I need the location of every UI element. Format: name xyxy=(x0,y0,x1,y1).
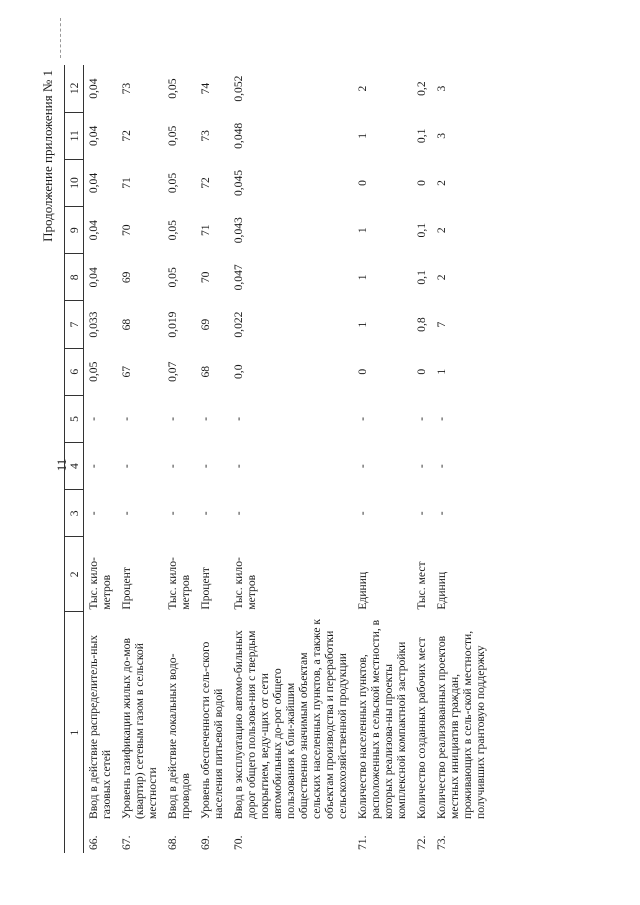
column-header: 11 xyxy=(65,112,84,159)
value-cell: 0,04 xyxy=(87,125,100,146)
value-cell: 0,04 xyxy=(87,267,100,288)
column-header: 2 xyxy=(65,537,84,612)
row-number: 69. xyxy=(199,835,212,850)
table-row xyxy=(432,65,491,853)
value-cell: 0,1 xyxy=(415,270,428,285)
value-cell: 1 xyxy=(356,227,369,234)
value-cell: 0,8 xyxy=(415,317,428,332)
value-cell: 71 xyxy=(120,177,133,189)
value-cell: 68 xyxy=(120,318,133,331)
indicator-name: Ввод в действие распределитель-ных газовых сетей xyxy=(87,634,113,819)
column-header: 10 xyxy=(65,159,84,206)
value-cell: 73 xyxy=(199,130,212,142)
value-cell: 0,05 xyxy=(87,361,100,382)
value-cell: - xyxy=(120,464,133,469)
value-cell: 0,043 xyxy=(232,217,245,244)
value-cell: 68 xyxy=(199,365,212,378)
value-cell: 70 xyxy=(199,271,212,284)
row-number: 73. xyxy=(435,835,448,850)
value-cell: 0,033 xyxy=(87,311,100,338)
value-cell: - xyxy=(199,464,212,469)
value-cell: 70 xyxy=(120,224,133,236)
value-cell: 74 xyxy=(199,82,212,95)
table-row xyxy=(196,65,229,853)
value-cell: 0,07 xyxy=(166,361,179,382)
row-number: 66. xyxy=(87,835,100,850)
value-cell: - xyxy=(232,417,245,421)
value-cell: - xyxy=(415,511,428,516)
value-cell: 0,04 xyxy=(87,172,100,194)
value-cell: - xyxy=(87,417,100,421)
indicator-name: Ввод в эксплуатацию автомо-бильных дорог общего пользова-ния с твердым покрытием, веду-щих от сети автомобильных до-рог общего пользования к бли-жайшим общественно значимым объектам сельских населенных пунктов, а также к объектам производства и переработки сельскохозяйственной продукции xyxy=(232,618,349,819)
value-cell: 2 xyxy=(435,180,448,186)
value-cell: - xyxy=(166,417,179,421)
value-cell: 0,2 xyxy=(415,81,428,96)
value-cell: 0,045 xyxy=(232,169,245,197)
value-cell: - xyxy=(166,464,179,469)
indicators-table xyxy=(64,65,491,853)
value-cell: 0,05 xyxy=(166,125,179,146)
value-cell: 0,0 xyxy=(232,364,245,379)
table-row xyxy=(163,65,196,853)
value-cell: 0,022 xyxy=(232,311,245,338)
value-cell: 0,04 xyxy=(87,220,100,241)
value-cell: - xyxy=(120,511,133,516)
value-cell: 71 xyxy=(199,224,212,236)
table-row xyxy=(353,65,412,853)
value-cell: 1 xyxy=(356,132,369,139)
table-row xyxy=(229,65,353,853)
table-header xyxy=(65,65,84,853)
value-cell: 72 xyxy=(120,130,133,142)
value-cell: 1 xyxy=(356,321,369,328)
page-number: 11 xyxy=(54,458,69,472)
value-cell: 2 xyxy=(435,227,448,234)
table-row xyxy=(84,65,118,853)
value-cell: - xyxy=(166,511,179,516)
value-cell: - xyxy=(199,417,212,421)
value-cell: 0,1 xyxy=(415,128,428,144)
value-cell: - xyxy=(232,511,245,516)
value-cell: 0 xyxy=(356,180,369,186)
value-cell: - xyxy=(87,464,100,469)
unit-of-measure: Процент xyxy=(199,567,212,610)
value-cell: - xyxy=(356,511,369,516)
row-number: 70. xyxy=(232,835,245,850)
column-header: 12 xyxy=(65,65,84,112)
value-cell: - xyxy=(120,417,133,421)
unit-of-measure: Тыс. мест xyxy=(415,561,428,610)
value-cell: 0,04 xyxy=(87,78,100,99)
value-cell: 0 xyxy=(356,368,369,375)
value-cell: 0,052 xyxy=(232,75,245,102)
value-cell: - xyxy=(415,464,428,469)
value-cell: 0,1 xyxy=(415,222,428,238)
row-number: 68. xyxy=(166,835,179,850)
indicator-name: Уровень газификации жилых до-мов (квартир) сетевым газом в сельской местности xyxy=(120,638,159,819)
unit-of-measure: Тыс. кило-метров xyxy=(166,557,192,610)
value-cell: 1 xyxy=(435,368,448,375)
value-cell: - xyxy=(435,464,448,469)
value-cell: - xyxy=(87,511,100,516)
table-row xyxy=(412,65,432,853)
indicator-name: Ввод в действие локальных водо-проводов xyxy=(166,653,192,819)
unit-of-measure: Единиц xyxy=(435,571,448,610)
value-cell: 0,019 xyxy=(166,311,179,338)
value-cell: 7 xyxy=(435,321,448,328)
value-cell: - xyxy=(199,511,212,516)
value-cell: - xyxy=(356,417,369,421)
row-number: 72. xyxy=(415,835,428,850)
value-cell: - xyxy=(435,511,448,516)
unit-of-measure: Тыс. кило-метров xyxy=(232,557,258,610)
column-header: 5 xyxy=(65,395,84,442)
row-number: 67. xyxy=(120,835,133,850)
value-cell: 1 xyxy=(356,274,369,281)
column-header: 6 xyxy=(65,348,84,395)
indicator-name: Уровень обеспеченности сель-ского населения питьевой водой xyxy=(199,641,225,819)
column-header: 3 xyxy=(65,490,84,537)
value-cell: 0,05 xyxy=(166,267,179,288)
column-header: 9 xyxy=(65,207,84,254)
value-cell: 0 xyxy=(415,368,428,375)
indicator-name: Количество населенных пунктов, расположенных в сельской местности, в которых реализова-ны проекты комплексной компактной застройки xyxy=(356,619,408,819)
value-cell: 2 xyxy=(356,85,369,92)
value-cell: - xyxy=(435,417,448,421)
indicator-name: Количество реализованных проектов местных инициатив граждан, проживающих в сель-ской местности, получивших грантовую поддержку xyxy=(435,630,487,819)
unit-of-measure: Единиц xyxy=(356,571,369,610)
value-cell: 0,05 xyxy=(166,172,179,194)
value-cell: 69 xyxy=(199,318,212,331)
value-cell: - xyxy=(356,464,369,469)
unit-of-measure: Процент xyxy=(120,567,133,610)
scan-artifact xyxy=(60,18,63,58)
value-cell: 3 xyxy=(435,85,448,92)
value-cell: 69 xyxy=(120,271,133,284)
value-cell: 0,047 xyxy=(232,264,245,291)
value-cell: - xyxy=(232,464,245,469)
value-cell: 0,048 xyxy=(232,122,245,149)
value-cell: 2 xyxy=(435,274,448,281)
value-cell: 72 xyxy=(199,177,212,189)
value-cell: 67 xyxy=(120,365,133,378)
value-cell: 73 xyxy=(120,82,133,95)
column-header: 1 xyxy=(65,612,84,853)
continuation-label: Продолжение приложения № 1 xyxy=(40,70,55,242)
value-cell: - xyxy=(415,417,428,421)
row-number: 71. xyxy=(356,835,369,850)
table-body xyxy=(84,65,492,853)
table-row xyxy=(117,65,163,853)
indicator-name: Количество созданных рабочих мест xyxy=(415,637,428,819)
value-cell: 3 xyxy=(435,132,448,139)
column-header: 7 xyxy=(65,301,84,348)
unit-of-measure: Тыс. кило-метров xyxy=(87,557,113,610)
value-cell: 0,05 xyxy=(166,220,179,241)
column-header: 8 xyxy=(65,254,84,301)
value-cell: 0 xyxy=(415,180,428,186)
column-header: 4 xyxy=(65,443,84,490)
value-cell: 0,05 xyxy=(166,78,179,99)
